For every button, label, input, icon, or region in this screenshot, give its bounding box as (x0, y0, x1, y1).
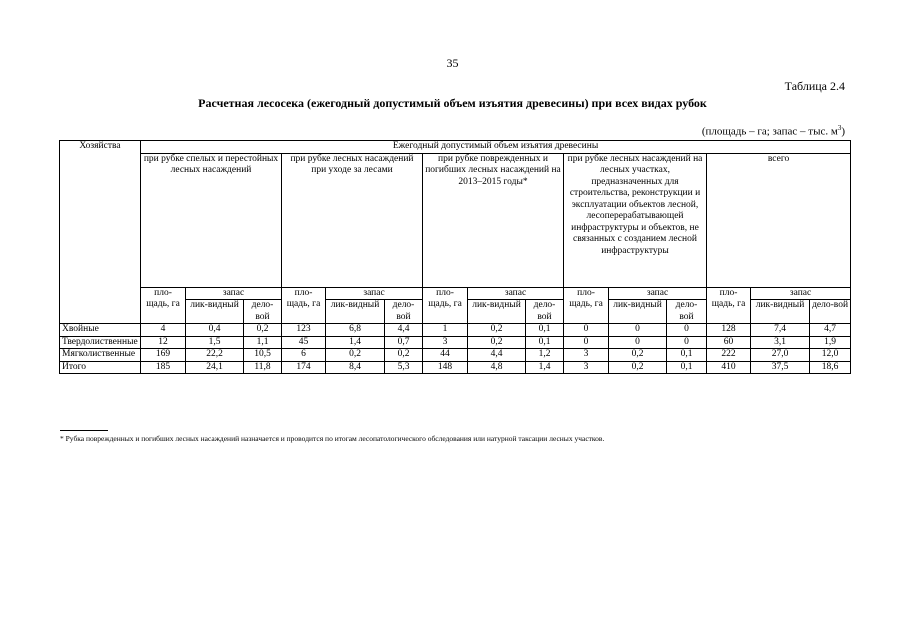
table-cell: 0,1 (667, 349, 707, 362)
table-row (60, 349, 851, 362)
table-body (60, 324, 851, 374)
sub-header-area: пло-щадь, га (423, 287, 468, 324)
table-cell: 4,8 (468, 361, 526, 374)
table-cell: 0,2 (385, 349, 423, 362)
section-header-care: при рубке лесных насаждений при уходе за лесами (282, 153, 423, 287)
table-cell: 1,4 (526, 361, 564, 374)
table-cell: 37,5 (751, 361, 810, 374)
section-header-construction: при рубке лесных насаждений на лесных участках, предназначенных для строительства, реконструкции и эксплуатации объектов лесной, лесоперерабатывающей инфраструктуры и объектов, не связанных с созданием лесной инфраструктуры (564, 153, 707, 287)
sub-header-business: дело-вой (810, 300, 851, 324)
header-row-3 (60, 287, 851, 300)
table-cell: 22,2 (186, 349, 244, 362)
table-cell: 7,4 (751, 324, 810, 337)
row-label: Мягколиственные (60, 349, 141, 362)
section-header-mature: при рубке спелых и перестойных лесных насаждений (141, 153, 282, 287)
sub-header-business: дело-вой (526, 300, 564, 324)
sub-header-liquid: лик-видный (468, 300, 526, 324)
table-cell: 6 (282, 349, 326, 362)
table-cell: 0,7 (385, 336, 423, 349)
sub-header-business: дело-вой (385, 300, 423, 324)
units-note (702, 124, 845, 138)
table-cell: 11,8 (244, 361, 282, 374)
table-title: Расчетная лесосека (ежегодный допустимый объем изъятия древесины) при всех видах рубок (198, 96, 707, 110)
sub-header-liquid: лик-видный (609, 300, 667, 324)
table-row (60, 336, 851, 349)
table-cell: 0,2 (609, 361, 667, 374)
sub-header-liquid: лик-видный (186, 300, 244, 324)
section-header-total: всего (707, 153, 851, 287)
sub-header-stock: запас (609, 287, 707, 300)
table-cell: 12 (141, 336, 186, 349)
table-cell: 4 (141, 324, 186, 337)
table-cell: 4,4 (468, 349, 526, 362)
sub-header-area: пло-щадь, га (141, 287, 186, 324)
section-header-damaged: при рубке поврежденных и погибших лесных насаждений на 2013–2015 годы* (423, 153, 564, 287)
table-cell: 0 (564, 336, 609, 349)
table-cell: 27,0 (751, 349, 810, 362)
sub-header-area: пло-щадь, га (564, 287, 609, 324)
table-cell: 0,2 (609, 349, 667, 362)
table-cell: 60 (707, 336, 751, 349)
table-cell: 185 (141, 361, 186, 374)
sub-header-stock: запас (751, 287, 851, 300)
table-cell: 12,0 (810, 349, 851, 362)
row-label: Твердолиственные (60, 336, 141, 349)
data-table (59, 140, 851, 374)
table-cell: 123 (282, 324, 326, 337)
col-header-farm: Хозяйства (60, 141, 141, 324)
table-cell: 45 (282, 336, 326, 349)
sub-header-area: пло-щадь, га (282, 287, 326, 324)
sub-header-stock: запас (186, 287, 282, 300)
table-cell: 0,2 (468, 336, 526, 349)
table-cell: 10,5 (244, 349, 282, 362)
table-cell: 1,9 (810, 336, 851, 349)
table-cell: 0,1 (667, 361, 707, 374)
table-cell: 4,4 (385, 324, 423, 337)
units-text: (площадь – га; запас – тыс. м (701, 125, 838, 138)
table-cell: 5,3 (385, 361, 423, 374)
row-label: Хвойные (60, 324, 141, 337)
table-cell: 222 (707, 349, 751, 362)
table-cell: 3 (564, 349, 609, 362)
table-cell: 0 (609, 324, 667, 337)
table-cell: 4,7 (810, 324, 851, 337)
table-cell: 1,2 (526, 349, 564, 362)
table-cell: 410 (707, 361, 751, 374)
table-cell: 0,1 (526, 336, 564, 349)
sub-header-liquid: лик-видный (751, 300, 810, 324)
table-cell: 24,1 (186, 361, 244, 374)
table-cell: 0,1 (526, 324, 564, 337)
table-cell: 1,5 (186, 336, 244, 349)
row-label: Итого (60, 361, 141, 374)
table-cell: 0,4 (186, 324, 244, 337)
sub-header-stock: запас (326, 287, 423, 300)
footnote: * Рубка поврежденных и погибших лесных насаждений назначается и проводится по итогам лесопатологического обследования или натурной таксации лесных участков. (60, 434, 605, 443)
table-cell: 0,2 (468, 324, 526, 337)
table-cell: 0 (609, 336, 667, 349)
table-cell: 44 (423, 349, 468, 362)
table-cell: 0 (667, 336, 707, 349)
table-cell: 128 (707, 324, 751, 337)
table-cell: 1 (423, 324, 468, 337)
header-row-2 (60, 153, 851, 287)
sub-header-liquid: лик-видный (326, 300, 385, 324)
footnote-divider (60, 430, 108, 431)
table-cell: 18,6 (810, 361, 851, 374)
sub-header-business: дело-вой (244, 300, 282, 324)
table-cell: 0,2 (326, 349, 385, 362)
sub-header-area: пло-щадь, га (707, 287, 751, 324)
table-cell: 0 (564, 324, 609, 337)
col-header-main: Ежегодный допустимый объем изъятия древесины (141, 141, 851, 154)
table-cell: 174 (282, 361, 326, 374)
units-close: ) (841, 125, 845, 138)
units-sup: 3 (837, 124, 842, 132)
table-cell: 3,1 (751, 336, 810, 349)
table-cell: 1,4 (326, 336, 385, 349)
sub-header-business: дело-вой (667, 300, 707, 324)
table-cell: 169 (141, 349, 186, 362)
sub-header-stock: запас (468, 287, 564, 300)
table-row (60, 361, 851, 374)
table-row (60, 324, 851, 337)
table-cell: 3 (564, 361, 609, 374)
table-cell: 1,1 (244, 336, 282, 349)
table-cell: 6,8 (326, 324, 385, 337)
table-label: Таблица 2.4 (784, 79, 845, 93)
table-cell: 3 (423, 336, 468, 349)
header-row-1 (60, 141, 851, 154)
table-cell: 0,2 (244, 324, 282, 337)
page-number: 35 (446, 56, 459, 70)
table-cell: 148 (423, 361, 468, 374)
table-cell: 0 (667, 324, 707, 337)
table-cell: 8,4 (326, 361, 385, 374)
